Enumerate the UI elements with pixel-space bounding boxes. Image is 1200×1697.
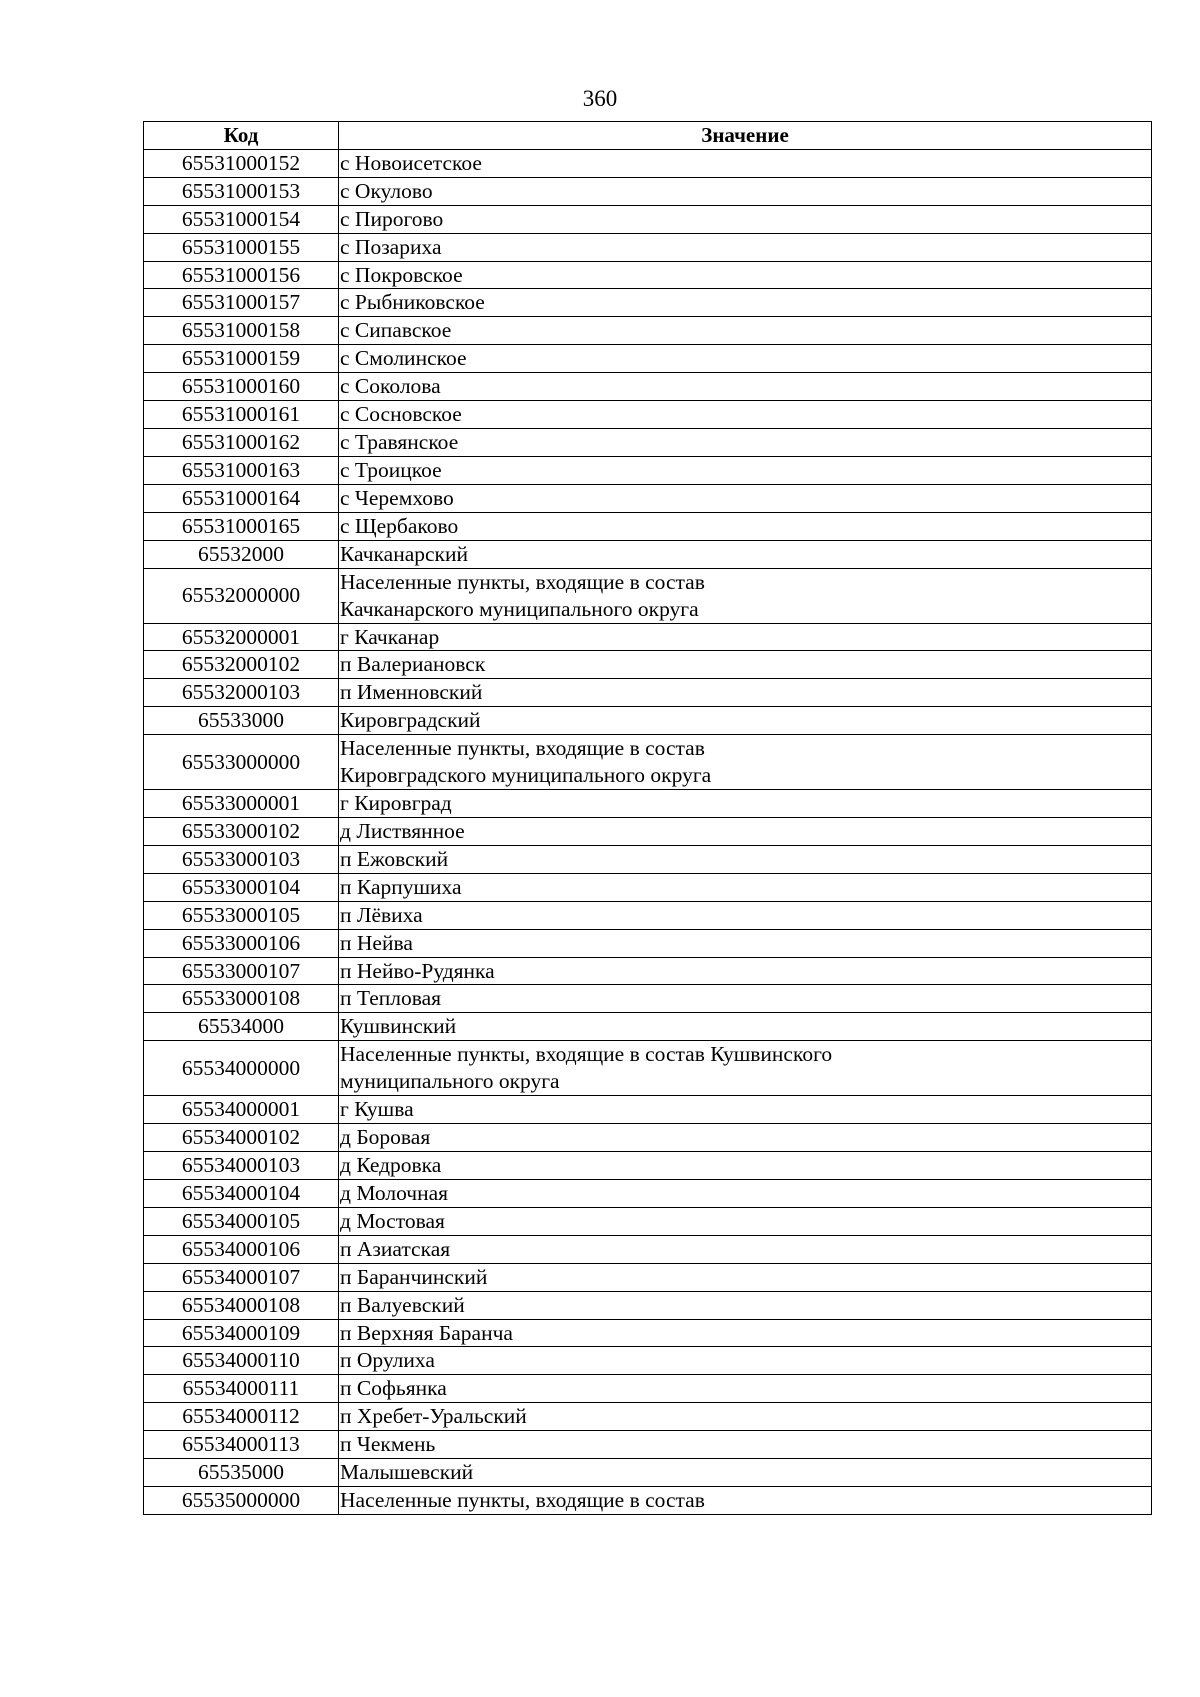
row-value: д Листвянное — [339, 818, 1152, 846]
row-code: 65534000111 — [144, 1375, 339, 1403]
row-value: п Верхняя Баранча — [339, 1319, 1152, 1347]
table-row — [144, 1041, 1152, 1096]
table-row — [144, 317, 1152, 345]
table-row — [144, 177, 1152, 205]
row-code: 65531000163 — [144, 456, 339, 484]
row-value: п Нейва — [339, 929, 1152, 957]
row-code: 65534000 — [144, 1013, 339, 1041]
row-code: 65531000165 — [144, 512, 339, 540]
table-row — [144, 1263, 1152, 1291]
row-code: 65534000103 — [144, 1152, 339, 1180]
row-value: Населенные пункты, входящие в состав — [339, 1486, 1152, 1514]
row-code: 65533000104 — [144, 873, 339, 901]
table-row — [144, 456, 1152, 484]
table-row — [144, 512, 1152, 540]
table-row — [144, 1096, 1152, 1124]
table-row — [144, 1235, 1152, 1263]
row-code: 65535000000 — [144, 1486, 339, 1514]
table-row — [144, 1403, 1152, 1431]
table-row — [144, 345, 1152, 373]
table-row — [144, 1375, 1152, 1403]
row-code: 65532000 — [144, 540, 339, 568]
row-value: п Валериановск — [339, 651, 1152, 679]
row-value: Кировградский — [339, 707, 1152, 735]
row-value-line: Населенные пункты, входящие в состав — [340, 736, 705, 761]
row-value: с Пирогово — [339, 205, 1152, 233]
header-code: Код — [144, 122, 339, 150]
row-value — [339, 1041, 1152, 1096]
row-value: с Сосновское — [339, 401, 1152, 429]
table-row — [144, 540, 1152, 568]
table-row — [144, 985, 1152, 1013]
row-value: с Рыбниковское — [339, 289, 1152, 317]
row-code: 65531000155 — [144, 233, 339, 261]
row-value-line: Населенные пункты, входящие в состав Кушвинского — [340, 1042, 833, 1067]
row-code: 65534000112 — [144, 1403, 339, 1431]
table-body — [144, 149, 1152, 1514]
table-row — [144, 233, 1152, 261]
table-row — [144, 818, 1152, 846]
table-row — [144, 261, 1152, 289]
row-value: п Орулиха — [339, 1347, 1152, 1375]
table-row — [144, 149, 1152, 177]
table-row — [144, 845, 1152, 873]
row-code: 65531000156 — [144, 261, 339, 289]
table-row — [144, 1486, 1152, 1514]
row-code: 65531000162 — [144, 428, 339, 456]
row-value: Малышевский — [339, 1459, 1152, 1487]
table-row — [144, 401, 1152, 429]
table-row — [144, 289, 1152, 317]
row-value-line: Населенные пункты, входящие в состав — [340, 569, 705, 594]
row-value: д Боровая — [339, 1124, 1152, 1152]
row-value: с Черемхово — [339, 484, 1152, 512]
row-code: 65535000 — [144, 1459, 339, 1487]
row-value: п Ежовский — [339, 845, 1152, 873]
table-row — [144, 1207, 1152, 1235]
row-code: 65533000105 — [144, 901, 339, 929]
row-value: Качканарский — [339, 540, 1152, 568]
row-code: 65531000160 — [144, 373, 339, 401]
row-code: 65532000102 — [144, 651, 339, 679]
table-row — [144, 1124, 1152, 1152]
row-value — [339, 568, 1152, 623]
row-value: п Валуевский — [339, 1291, 1152, 1319]
table-row — [144, 679, 1152, 707]
row-value — [339, 735, 1152, 790]
table-row — [144, 790, 1152, 818]
table-row — [144, 707, 1152, 735]
row-code: 65533000106 — [144, 929, 339, 957]
table-row — [144, 1152, 1152, 1180]
row-code: 65533000000 — [144, 735, 339, 790]
row-code: 65534000110 — [144, 1347, 339, 1375]
row-code: 65533000103 — [144, 845, 339, 873]
table-row — [144, 957, 1152, 985]
row-value: с Щербаково — [339, 512, 1152, 540]
table-row — [144, 929, 1152, 957]
row-code: 65534000109 — [144, 1319, 339, 1347]
row-code: 65531000154 — [144, 205, 339, 233]
row-code: 65531000157 — [144, 289, 339, 317]
row-code: 65531000152 — [144, 149, 339, 177]
row-code: 65533000102 — [144, 818, 339, 846]
row-value: г Качканар — [339, 623, 1152, 651]
row-code: 65533000001 — [144, 790, 339, 818]
row-code: 65531000161 — [144, 401, 339, 429]
row-value: Кушвинский — [339, 1013, 1152, 1041]
row-value: с Соколова — [339, 373, 1152, 401]
table-row — [144, 623, 1152, 651]
row-code: 65534000107 — [144, 1263, 339, 1291]
row-code: 65531000159 — [144, 345, 339, 373]
table-row — [144, 651, 1152, 679]
row-code: 65534000102 — [144, 1124, 339, 1152]
row-value-line: муниципального округа — [340, 1069, 560, 1094]
table-row — [144, 205, 1152, 233]
row-value: с Троицкое — [339, 456, 1152, 484]
table-row — [144, 1180, 1152, 1208]
table-row — [144, 568, 1152, 623]
table-row — [144, 484, 1152, 512]
row-value-line: Качканарского муниципального округа — [340, 596, 699, 621]
table-row — [144, 428, 1152, 456]
row-value: с Травянское — [339, 428, 1152, 456]
row-value: п Баранчинский — [339, 1263, 1152, 1291]
row-value: п Тепловая — [339, 985, 1152, 1013]
row-code: 65534000105 — [144, 1207, 339, 1235]
table-row — [144, 373, 1152, 401]
row-code: 65533000 — [144, 707, 339, 735]
table-row — [144, 1459, 1152, 1487]
row-value: с Сипавское — [339, 317, 1152, 345]
row-code: 65534000108 — [144, 1291, 339, 1319]
row-value: п Именновский — [339, 679, 1152, 707]
row-value: п Карпушиха — [339, 873, 1152, 901]
row-value: п Азиатская — [339, 1235, 1152, 1263]
row-code: 65531000153 — [144, 177, 339, 205]
row-value: с Смолинское — [339, 345, 1152, 373]
table-row — [144, 735, 1152, 790]
row-code: 65531000164 — [144, 484, 339, 512]
row-code: 65533000108 — [144, 985, 339, 1013]
row-value: д Молочная — [339, 1180, 1152, 1208]
row-value: п Софьянка — [339, 1375, 1152, 1403]
row-value-line: Кировградского муниципального округа — [340, 763, 712, 788]
table-row — [144, 1013, 1152, 1041]
header-value: Значение — [339, 122, 1152, 150]
row-value: п Лёвиха — [339, 901, 1152, 929]
table-row — [144, 1291, 1152, 1319]
page-number: 360 — [582, 86, 618, 111]
row-code: 65534000001 — [144, 1096, 339, 1124]
row-code: 65533000107 — [144, 957, 339, 985]
row-value: г Кушва — [339, 1096, 1152, 1124]
row-value: г Кировград — [339, 790, 1152, 818]
table-row — [144, 1431, 1152, 1459]
row-code: 65532000000 — [144, 568, 339, 623]
row-value: с Окулово — [339, 177, 1152, 205]
table-row — [144, 873, 1152, 901]
row-code: 65534000106 — [144, 1235, 339, 1263]
row-value: п Нейво-Рудянка — [339, 957, 1152, 985]
row-value: с Новоисетское — [339, 149, 1152, 177]
table-row — [144, 1347, 1152, 1375]
row-value: с Позариха — [339, 233, 1152, 261]
row-code: 65534000104 — [144, 1180, 339, 1208]
row-code: 65534000000 — [144, 1041, 339, 1096]
row-value: п Чекмень — [339, 1431, 1152, 1459]
row-value: с Покровское — [339, 261, 1152, 289]
code-table — [143, 121, 1152, 1515]
table-header-row — [144, 122, 1152, 150]
table-row — [144, 901, 1152, 929]
row-code: 65532000103 — [144, 679, 339, 707]
row-value: д Кедровка — [339, 1152, 1152, 1180]
row-value: д Мостовая — [339, 1207, 1152, 1235]
row-code: 65532000001 — [144, 623, 339, 651]
row-code: 65534000113 — [144, 1431, 339, 1459]
table-row — [144, 1319, 1152, 1347]
row-code: 65531000158 — [144, 317, 339, 345]
row-value: п Хребет-Уральский — [339, 1403, 1152, 1431]
